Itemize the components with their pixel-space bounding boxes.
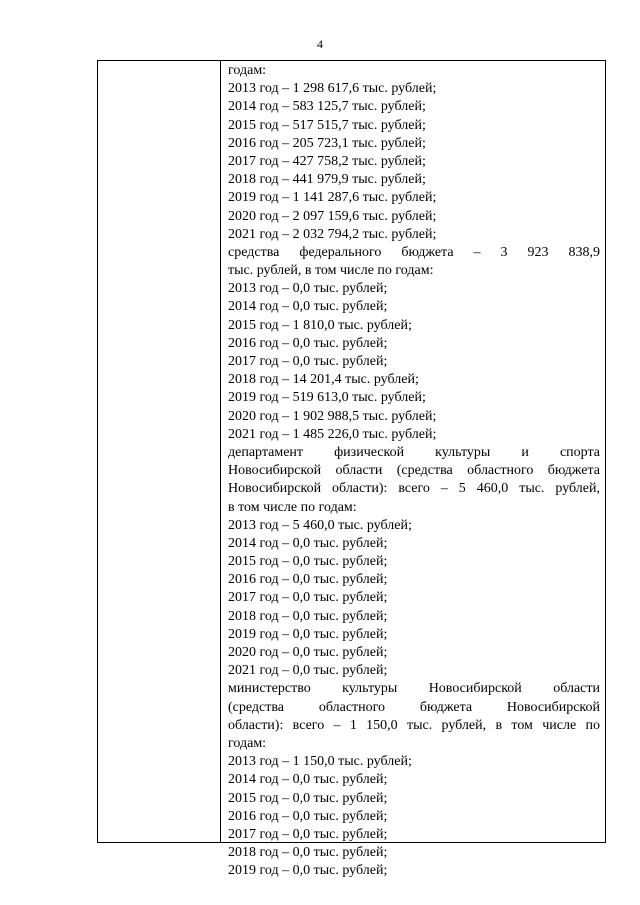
page-number: 4	[317, 37, 323, 51]
funding-line: 2015 год – 1 810,0 тыс. рублей;	[228, 317, 412, 333]
funding-line: 2020 год – 2 097 159,6 тыс. рублей;	[228, 208, 437, 224]
funding-line: 2015 год – 0,0 тыс. рублей;	[228, 554, 388, 570]
funding-line: Новосибирской области): всего – 5 460,0 тыс. рублей,	[228, 481, 600, 497]
funding-line: 2013 год – 5 460,0 тыс. рублей;	[228, 517, 412, 533]
funding-line: 2021 год – 0,0 тыс. рублей;	[228, 663, 388, 679]
funding-line: 2019 год – 1 141 287,6 тыс. рублей;	[228, 190, 437, 206]
funding-line: 2013 год – 0,0 тыс. рублей;	[228, 281, 388, 297]
funding-line: области): всего – 1 150,0 тыс. рублей, в том числе по	[228, 717, 600, 733]
funding-line: 2021 год – 1 485 226,0 тыс. рублей;	[228, 426, 437, 442]
funding-line: годам:	[228, 735, 267, 751]
table-left-column	[98, 61, 221, 842]
funding-line: 2014 год – 0,0 тыс. рублей;	[228, 299, 388, 315]
funding-line: (средства областного бюджета Новосибирской	[228, 699, 600, 715]
funding-line: 2017 год – 0,0 тыс. рублей;	[228, 826, 388, 842]
funding-line: 2013 год – 1 150,0 тыс. рублей;	[228, 754, 412, 770]
funding-line: 2016 год – 0,0 тыс. рублей;	[228, 572, 388, 588]
funding-line: 2015 год – 517 515,7 тыс. рублей;	[228, 117, 426, 133]
funding-line: 2019 год – 0,0 тыс. рублей;	[228, 626, 388, 642]
funding-line: средства федерального бюджета – 3 923 838,9	[228, 244, 600, 260]
funding-line: 2017 год – 0,0 тыс. рублей;	[228, 354, 388, 369]
funding-line: 2013 год – 1 298 617,6 тыс. рублей;	[228, 81, 437, 97]
funding-line: 2016 год – 0,0 тыс. рублей;	[228, 808, 388, 824]
funding-line: 2016 год – 205 723,1 тыс. рублей;	[228, 135, 426, 151]
funding-line: 2014 год – 0,0 тыс. рублей;	[228, 772, 388, 788]
funding-line: 2020 год – 0,0 тыс. рублей;	[228, 645, 388, 660]
funding-table	[97, 60, 606, 879]
funding-line: 2018 год – 0,0 тыс. рублей;	[228, 608, 388, 624]
funding-line: 2017 год – 427 758,2 тыс. рублей;	[228, 153, 426, 169]
funding-line: тыс. рублей, в том числе по годам:	[228, 263, 434, 279]
table-right-column	[221, 61, 605, 879]
funding-line: Новосибирской области (средства областного бюджета	[228, 463, 600, 479]
funding-line: 2018 год – 14 201,4 тыс. рублей;	[228, 372, 419, 388]
funding-line: 2021 год – 2 032 794,2 тыс. рублей;	[228, 226, 437, 242]
funding-line: 2019 год – 519 613,0 тыс. рублей;	[228, 390, 426, 406]
funding-line: 2020 год – 1 902 988,5 тыс. рублей;	[228, 408, 437, 424]
funding-line: годам:	[228, 63, 267, 78]
funding-line: министерство культуры Новосибирской области	[228, 681, 600, 697]
funding-line: департамент физической культуры и спорта	[228, 444, 600, 460]
funding-line: 2016 год – 0,0 тыс. рублей;	[228, 335, 388, 351]
funding-line: 2018 год – 0,0 тыс. рублей;	[228, 845, 388, 861]
funding-line: 2014 год – 583 125,7 тыс. рублей;	[228, 99, 426, 115]
funding-line: 2014 год – 0,0 тыс. рублей;	[228, 535, 388, 551]
funding-line: 2015 год – 0,0 тыс. рублей;	[228, 790, 388, 806]
funding-line: 2017 год – 0,0 тыс. рублей;	[228, 590, 388, 606]
funding-line: 2019 год – 0,0 тыс. рублей;	[228, 863, 388, 879]
funding-line: в том числе по годам:	[228, 499, 357, 515]
funding-line: 2018 год – 441 979,9 тыс. рублей;	[228, 172, 426, 188]
